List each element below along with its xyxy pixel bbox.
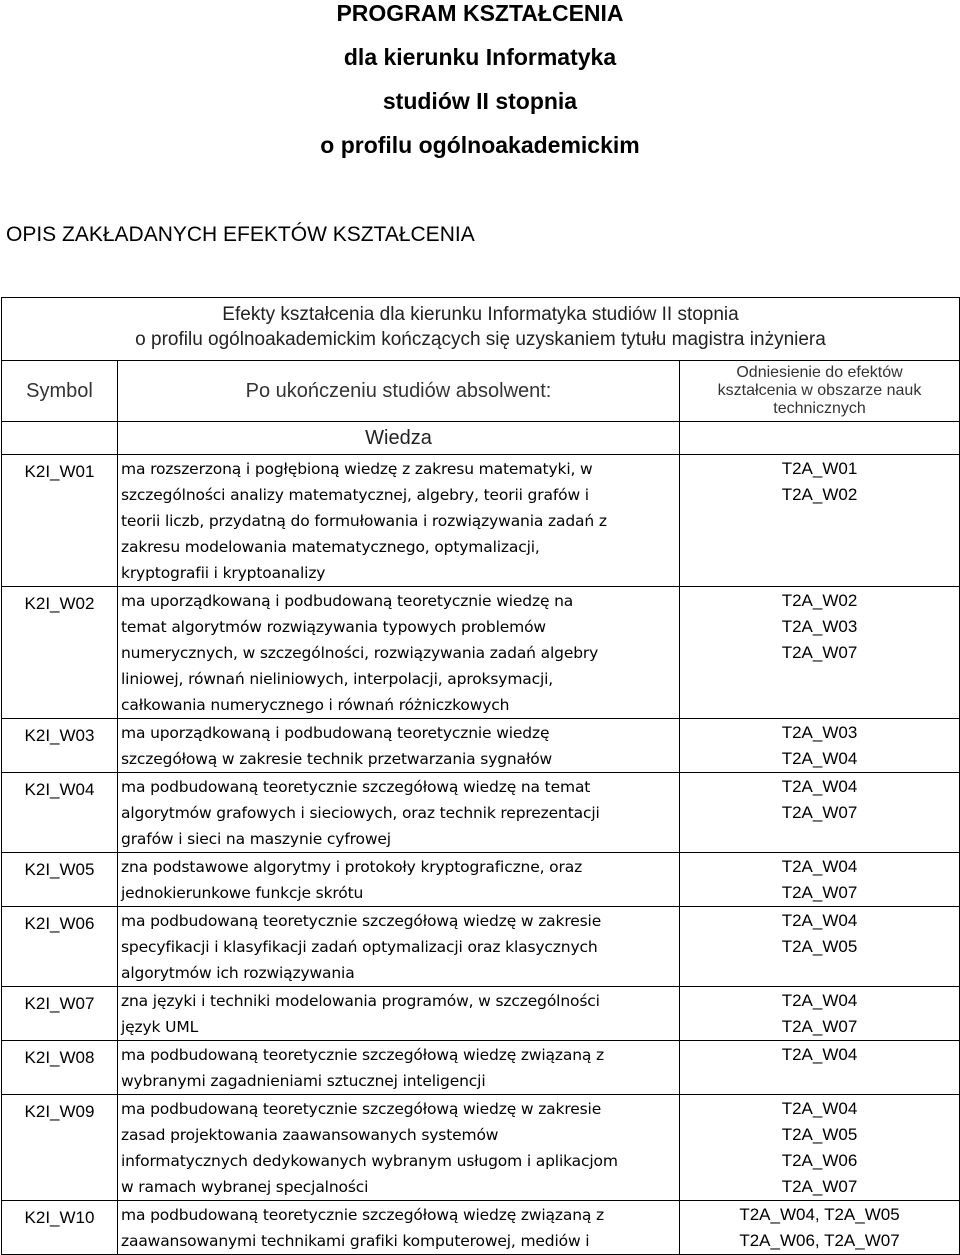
- table-caption-line-2: o profilu ogólnoakademickim kończących się uzyskaniem tytułu magistra inżyniera: [135, 329, 826, 350]
- outcome-description-line: ma rozszerzoną i pogłębioną wiedzę z zakresu matematyki, w: [121, 460, 593, 478]
- outcome-references: [680, 773, 960, 853]
- table-row: [2, 719, 960, 773]
- table-row: [2, 907, 960, 987]
- outcome-description-line: specyfikacji i klasyfikacji zadań optymalizacji oraz klasycznych: [121, 938, 598, 956]
- program-level: studiów II stopnia: [382, 88, 578, 114]
- table-caption: [2, 298, 960, 361]
- outcome-description: [118, 1201, 680, 1255]
- outcome-description-line: ma podbudowaną teoretycznie szczegółową wiedzę związaną z: [121, 1206, 605, 1224]
- outcome-description-line: zakresu modelowania matematycznego, optymalizacji,: [121, 538, 540, 556]
- outcome-description: [118, 587, 680, 719]
- outcome-description-line: ma podbudowaną teoretycznie szczegółową wiedzę związaną z: [121, 1046, 605, 1064]
- outcome-references: [680, 1201, 960, 1255]
- outcome-reference-code: T2A_W04: [781, 857, 858, 876]
- outcome-description-line: jednokierunkowe funkcje skrótu: [121, 884, 364, 902]
- table-row: [2, 455, 960, 587]
- table-caption-line-1: Efekty kształcenia dla kierunku Informatyka studiów II stopnia: [222, 304, 739, 325]
- outcome-symbol: K2I_W03: [2, 719, 118, 773]
- outcome-reference-code: T2A_W01: [781, 459, 858, 478]
- outcome-references: [680, 907, 960, 987]
- outcome-symbol: K2I_W05: [2, 853, 118, 907]
- outcome-description-line: ma podbudowaną teoretycznie szczegółową wiedzę w zakresie: [121, 1100, 602, 1118]
- document-title: PROGRAM KSZTAŁCENIA: [336, 0, 624, 26]
- column-header-reference-line-1: Odniesienie do efektów: [736, 364, 903, 381]
- outcome-description-line: wybranymi zagadnieniami sztucznej inteligencji: [121, 1072, 486, 1090]
- outcome-description-line: ma podbudowaną teoretycznie szczegółową wiedzę w zakresie: [121, 912, 602, 930]
- outcome-reference-code: T2A_W07: [781, 1177, 858, 1196]
- outcome-description-line: algorytmów ich rozwiązywania: [121, 964, 355, 982]
- outcome-description: [118, 719, 680, 773]
- category-ref-cell: [680, 422, 960, 455]
- outcome-reference-code: T2A_W04: [781, 777, 858, 796]
- outcome-symbol: K2I_W10: [2, 1201, 118, 1255]
- outcome-description: [118, 773, 680, 853]
- outcome-description-line: kryptografii i kryptoanalizy: [121, 564, 326, 582]
- outcome-reference-code: T2A_W04: [781, 911, 858, 930]
- category-label: Wiedza: [118, 422, 680, 455]
- outcome-symbol: K2I_W08: [2, 1041, 118, 1095]
- outcome-description-line: zna podstawowe algorytmy i protokoły kryptograficzne, oraz: [121, 858, 583, 876]
- outcome-reference-code: T2A_W07: [781, 643, 858, 662]
- outcome-reference-code: T2A_W04, T2A_W05: [739, 1205, 900, 1224]
- outcome-reference-code: T2A_W06, T2A_W07: [739, 1231, 900, 1250]
- outcome-description: [118, 987, 680, 1041]
- table-row: [2, 1201, 960, 1255]
- table-row: [2, 587, 960, 719]
- outcome-reference-code: T2A_W03: [781, 617, 858, 636]
- outcome-reference-code: T2A_W04: [781, 749, 858, 768]
- table-row: [2, 987, 960, 1041]
- section-title: OPIS ZAKŁADANYCH EFEKTÓW KSZTAŁCENIA: [6, 223, 475, 246]
- program-field: dla kierunku Informatyka: [343, 44, 617, 70]
- outcome-references: [680, 987, 960, 1041]
- column-header-description: Po ukończeniu studiów absolwent:: [118, 361, 680, 422]
- outcome-symbol: K2I_W02: [2, 587, 118, 719]
- category-symbol-cell: [2, 422, 118, 455]
- outcome-description-line: w ramach wybranej specjalności: [121, 1178, 369, 1196]
- outcome-symbol: K2I_W07: [2, 987, 118, 1041]
- outcome-rows: [2, 455, 960, 1255]
- outcome-references: [680, 719, 960, 773]
- outcome-description: [118, 1041, 680, 1095]
- outcome-reference-code: T2A_W04: [781, 1045, 858, 1064]
- outcome-reference-code: T2A_W06: [781, 1151, 858, 1170]
- outcome-references: [680, 455, 960, 587]
- outcome-symbol: K2I_W06: [2, 907, 118, 987]
- outcome-reference-code: T2A_W05: [781, 937, 858, 956]
- outcome-references: [680, 1095, 960, 1201]
- outcome-reference-code: T2A_W07: [781, 1017, 858, 1036]
- outcome-references: [680, 587, 960, 719]
- outcome-reference-code: T2A_W03: [781, 723, 858, 742]
- outcome-description-line: szczególności analizy matematycznej, algebry, teorii grafów i: [121, 486, 589, 504]
- column-header-reference: [680, 361, 960, 422]
- outcome-description: [118, 455, 680, 587]
- outcome-symbol: K2I_W01: [2, 455, 118, 587]
- outcome-description-line: informatycznych dedykowanych wybranym usługom i aplikacjom: [121, 1152, 618, 1170]
- table-row: [2, 773, 960, 853]
- outcome-description-line: ma uporządkowaną i podbudowaną teoretycznie wiedzę na: [121, 592, 574, 610]
- outcome-reference-code: T2A_W07: [781, 883, 858, 902]
- column-header-reference-line-3: technicznych: [773, 400, 866, 417]
- outcome-description: [118, 853, 680, 907]
- table-row: [2, 1095, 960, 1201]
- outcome-description-line: grafów i sieci na maszynie cyfrowej: [121, 830, 391, 848]
- outcome-references: [680, 1041, 960, 1095]
- outcome-reference-code: T2A_W07: [781, 803, 858, 822]
- outcome-description-line: algorytmów grafowych i sieciowych, oraz technik reprezentacji: [121, 804, 600, 822]
- outcome-description-line: numerycznych, w szczególności, rozwiązywania zadań algebry: [121, 644, 599, 662]
- outcome-description-line: zasad projektowania zaawansowanych systemów: [121, 1126, 499, 1144]
- outcome-description-line: język UML: [121, 1018, 199, 1036]
- outcome-reference-code: T2A_W04: [781, 1099, 858, 1118]
- outcome-references: [680, 853, 960, 907]
- outcome-description: [118, 1095, 680, 1201]
- outcome-description-line: szczegółową w zakresie technik przetwarzania sygnałów: [121, 750, 553, 768]
- outcome-description-line: zaawansowanymi technikami grafiki komputerowej, mediów i: [121, 1232, 590, 1250]
- outcome-reference-code: T2A_W04: [781, 991, 858, 1010]
- outcome-reference-code: T2A_W02: [781, 591, 858, 610]
- program-profile: o profilu ogólnoakademickim: [320, 132, 640, 158]
- learning-outcomes-table: [1, 297, 960, 1255]
- outcome-description: [118, 907, 680, 987]
- outcome-reference-code: T2A_W05: [781, 1125, 858, 1144]
- outcome-symbol: K2I_W09: [2, 1095, 118, 1201]
- column-header-reference-line-2: kształcenia w obszarze nauk: [717, 382, 922, 399]
- column-header-symbol: Symbol: [2, 361, 118, 422]
- table-row: [2, 853, 960, 907]
- outcome-description-line: ma podbudowaną teoretycznie szczegółową wiedzę na temat: [121, 778, 591, 796]
- outcome-reference-code: T2A_W02: [781, 485, 858, 504]
- outcome-description-line: temat algorytmów rozwiązywania typowych problemów: [121, 618, 546, 636]
- outcome-description-line: całkowania numerycznego i równań różniczkowych: [121, 696, 510, 714]
- outcome-description-line: liniowej, równań nieliniowych, interpolacji, aproksymacji,: [121, 670, 554, 688]
- outcome-description-line: ma uporządkowaną i podbudowaną teoretycznie wiedzę: [121, 724, 550, 742]
- outcome-description-line: teorii liczb, przydatną do formułowania i rozwiązywania zadań z: [121, 512, 607, 530]
- table-row: [2, 1041, 960, 1095]
- outcome-description-line: zna języki i techniki modelowania programów, w szczególności: [121, 992, 600, 1010]
- outcome-symbol: K2I_W04: [2, 773, 118, 853]
